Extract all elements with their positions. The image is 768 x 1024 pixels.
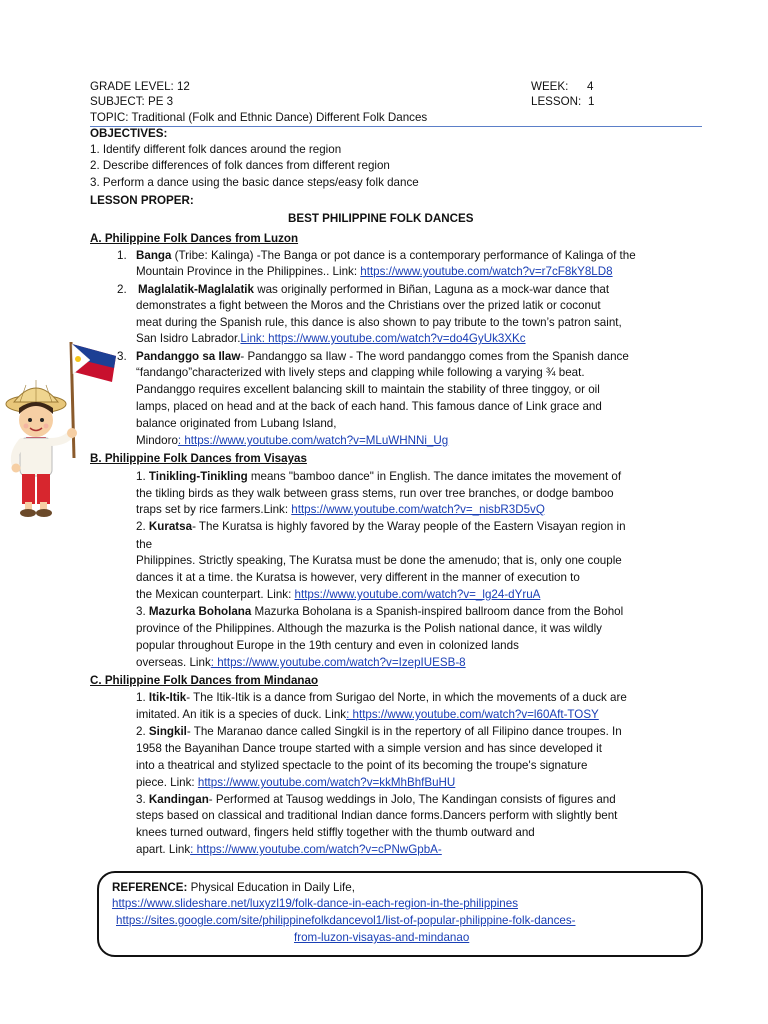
dance-text: - The Maranao dance called Singkil is in the repertory of all Filipino dance troupes. In — [186, 725, 622, 738]
dance-text: steps based on classical and traditional Indian dance forms.Dancers perform with slightly bent — [136, 809, 618, 822]
itik-video-link[interactable]: : https://www.youtube.com/watch?v=l60Aft-TOSY — [346, 708, 599, 721]
dance-text: - The Itik-Itik is a dance from Surigao del Norte, in which the movements of a duck are — [186, 691, 627, 704]
dance-text: imitated. An itik is a species of duck. Link — [136, 708, 347, 721]
dance-text — [136, 842, 442, 858]
list-item-singkil — [136, 724, 622, 740]
dance-text: the tikling birds as they walk between grass stems, run over tree branches, or dodge bamboo — [136, 487, 614, 500]
dance-name: Itik-Itik — [148, 691, 187, 704]
dance-text: the Mexican counterpart. Link: — [136, 588, 295, 601]
dance-text: Mazurka Boholana is a Spanish-inspired ballroom dance from the Bohol — [251, 605, 624, 618]
week-value: 4 — [587, 80, 594, 93]
week-label: WEEK: — [531, 80, 569, 93]
reference-line — [112, 880, 355, 896]
dance-text: Philippines. Strictly speaking, The Kuratsa must be done the amenudo; that is, only one couple — [136, 554, 622, 567]
dance-text — [136, 775, 455, 791]
dance-text: popular throughout Europe in the 19th century and even in colonized lands — [136, 639, 519, 652]
mazurka-video-link[interactable]: : https://www.youtube.com/watch?v=IzepIUESB-8 — [210, 656, 466, 669]
list-item-mazurka — [136, 604, 623, 620]
reference-link-1[interactable] — [112, 896, 518, 912]
reference-url[interactable]: https://sites.google.com/site/philippinefolkdancevol1/list-of-popular-philippine-folk-dances- — [116, 914, 576, 927]
list-number: 1. — [136, 691, 149, 704]
reference-label: REFERENCE: — [112, 881, 188, 894]
tinikling-video-link[interactable]: https://www.youtube.com/watch?v=_nisbR3D5vQ — [291, 503, 545, 516]
list-item-banga — [136, 248, 636, 264]
reference-link-2b[interactable] — [294, 930, 469, 946]
dance-text: province of the Philippines. Although the mazurka is the Polish national dance, it was wildly — [136, 622, 602, 635]
list-item-tinikling — [136, 469, 621, 485]
main-title: BEST PHILIPPINE FOLK DANCES — [288, 212, 474, 225]
dance-text: Pandanggo requires excellent balancing skill to maintain the stability of three tinggoy, or oil — [136, 383, 600, 396]
objective-item: 1. Identify different folk dances around the region — [90, 143, 342, 156]
dance-name: Pandanggo sa Ilaw — [136, 350, 241, 363]
dance-text: means "bamboo dance" in English. The dance imitates the movement of — [247, 470, 622, 483]
dance-text — [136, 331, 526, 347]
list-number: 1. — [117, 249, 127, 262]
kuratsa-video-link[interactable]: https://www.youtube.com/watch?v=_lg24-dYruA — [294, 588, 541, 601]
dance-text: Mindoro — [136, 434, 178, 447]
list-number: 1. — [136, 470, 149, 483]
lesson-label: LESSON: — [531, 95, 582, 108]
list-item-itik — [136, 690, 627, 706]
list-number: 3. — [136, 605, 149, 618]
dance-text: lamps, placed on head and at the back of each hand. This famous dance of Link grace and — [136, 400, 602, 413]
grade-level: GRADE LEVEL: 12 — [90, 80, 190, 93]
dance-text: Mountain Province in the Philippines.. Link: — [136, 265, 361, 278]
list-number: 2. — [136, 725, 149, 738]
dance-text: piece. Link: — [136, 776, 198, 789]
dance-name: Maglalatik-Maglalatik — [138, 283, 254, 296]
dance-name: Singkil — [148, 725, 187, 738]
dance-text: (Tribe: Kalinga) -The Banga or pot dance is a contemporary performance of Kalinga of the — [171, 249, 636, 262]
list-number: 3. — [136, 793, 149, 806]
dance-text: dances it at a time. the Kuratsa is however, very different in the manner of execution to — [136, 571, 580, 584]
dance-text — [136, 587, 540, 603]
dance-text: meat during the Spanish rule, this dance is also shown to pay tribute to the town’s patron saint, — [136, 316, 622, 329]
list-number: 2. — [136, 520, 149, 533]
topic: TOPIC: Traditional (Folk and Ethnic Dance) Different Folk Dances — [90, 111, 428, 124]
maglalatik-video-link[interactable]: Link: https://www.youtube.com/watch?v=do4GyUk3XKc — [240, 332, 526, 345]
objectives-heading: OBJECTIVES: — [90, 127, 168, 140]
dance-text: overseas. Link — [136, 656, 211, 669]
luzon-heading: A. Philippine Folk Dances from Luzon — [90, 232, 299, 245]
dance-text — [136, 502, 545, 518]
dance-text: 1958 the Bayanihan Dance troupe started with a simple version and has since developed it — [136, 742, 602, 755]
objective-item: 3. Perform a dance using the basic dance steps/easy folk dance — [90, 176, 419, 189]
dance-text: traps set by rice farmers.Link: — [136, 503, 292, 516]
dance-name: Banga — [136, 249, 172, 262]
dance-name: Tinikling-Tinikling — [148, 470, 248, 483]
list-number: 3. — [117, 350, 127, 363]
lesson-value: 1 — [588, 95, 595, 108]
dance-text: balance originated from Lubang Island, — [136, 417, 337, 430]
banga-video-link[interactable]: https://www.youtube.com/watch?v=r7cF8kY8LD8 — [360, 265, 613, 278]
filipino-boy-with-flag-illustration — [4, 338, 122, 520]
list-number: 2. — [117, 283, 127, 296]
dance-text: was originally performed in Biñan, Laguna as a mock-war dance that — [253, 283, 610, 296]
dance-text: apart. Link — [136, 843, 191, 856]
dance-text: demonstrates a fight between the Moros and the Christians over the prized latik or coconut — [136, 299, 601, 312]
dance-text — [136, 264, 613, 280]
mindanao-heading: C. Philippine Folk Dances from Mindanao — [90, 674, 319, 687]
subject: SUBJECT: PE 3 — [90, 95, 174, 108]
reference-link-2a[interactable] — [116, 913, 576, 929]
singkil-video-link[interactable]: https://www.youtube.com/watch?v=kkMhBhfBuHU — [197, 776, 456, 789]
reference-text: Physical Education in Daily Life, — [187, 881, 355, 894]
list-item-kuratsa — [136, 519, 626, 535]
dance-text — [136, 433, 448, 449]
reference-url[interactable]: https://www.slideshare.net/luxyzl19/folk-dance-in-each-region-in-the-philippines — [112, 897, 518, 910]
dance-text: knees turned outward, fingers held stiffly together with the thumb outward and — [136, 826, 535, 839]
pandanggo-video-link[interactable]: : https://www.youtube.com/watch?v=MLuWHNNi_Ug — [177, 434, 449, 447]
dance-text — [136, 707, 599, 723]
dance-text — [136, 655, 466, 671]
dance-name: Kuratsa — [148, 520, 193, 533]
list-item-maglalatik — [138, 282, 609, 298]
dance-text: into a theatrical and stylized spectacle to the point of its becoming the troupe's signature — [136, 759, 588, 772]
dance-text: “fandango”characterized with lively steps and clapping while following a varying ¾ beat. — [136, 366, 585, 379]
reference-url[interactable]: from-luzon-visayas-and-mindanao — [294, 931, 470, 944]
dance-text: - The Kuratsa is highly favored by the Waray people of the Eastern Visayan region in — [192, 520, 626, 533]
kandingan-video-link[interactable]: : https://www.youtube.com/watch?v=cPNwGpbA- — [190, 843, 442, 856]
dance-name: Mazurka Boholana — [148, 605, 252, 618]
header-divider — [90, 126, 702, 127]
lesson-proper-heading: LESSON PROPER: — [90, 194, 194, 207]
dance-text: San Isidro Labrador. — [136, 332, 241, 345]
list-item-kandingan — [136, 792, 616, 808]
dance-text: the — [136, 538, 153, 551]
dance-text: - Performed at Tausog weddings in Jolo, The Kandingan consists of figures and — [208, 793, 616, 806]
visayas-heading: B. Philippine Folk Dances from Visayas — [90, 452, 307, 465]
dance-name: Kandingan — [148, 793, 209, 806]
list-item-pandanggo — [136, 349, 629, 365]
dance-text: - Pandanggo sa Ilaw - The word pandanggo comes from the Spanish dance — [240, 350, 629, 363]
objective-item: 2. Describe differences of folk dances from different region — [90, 159, 390, 172]
